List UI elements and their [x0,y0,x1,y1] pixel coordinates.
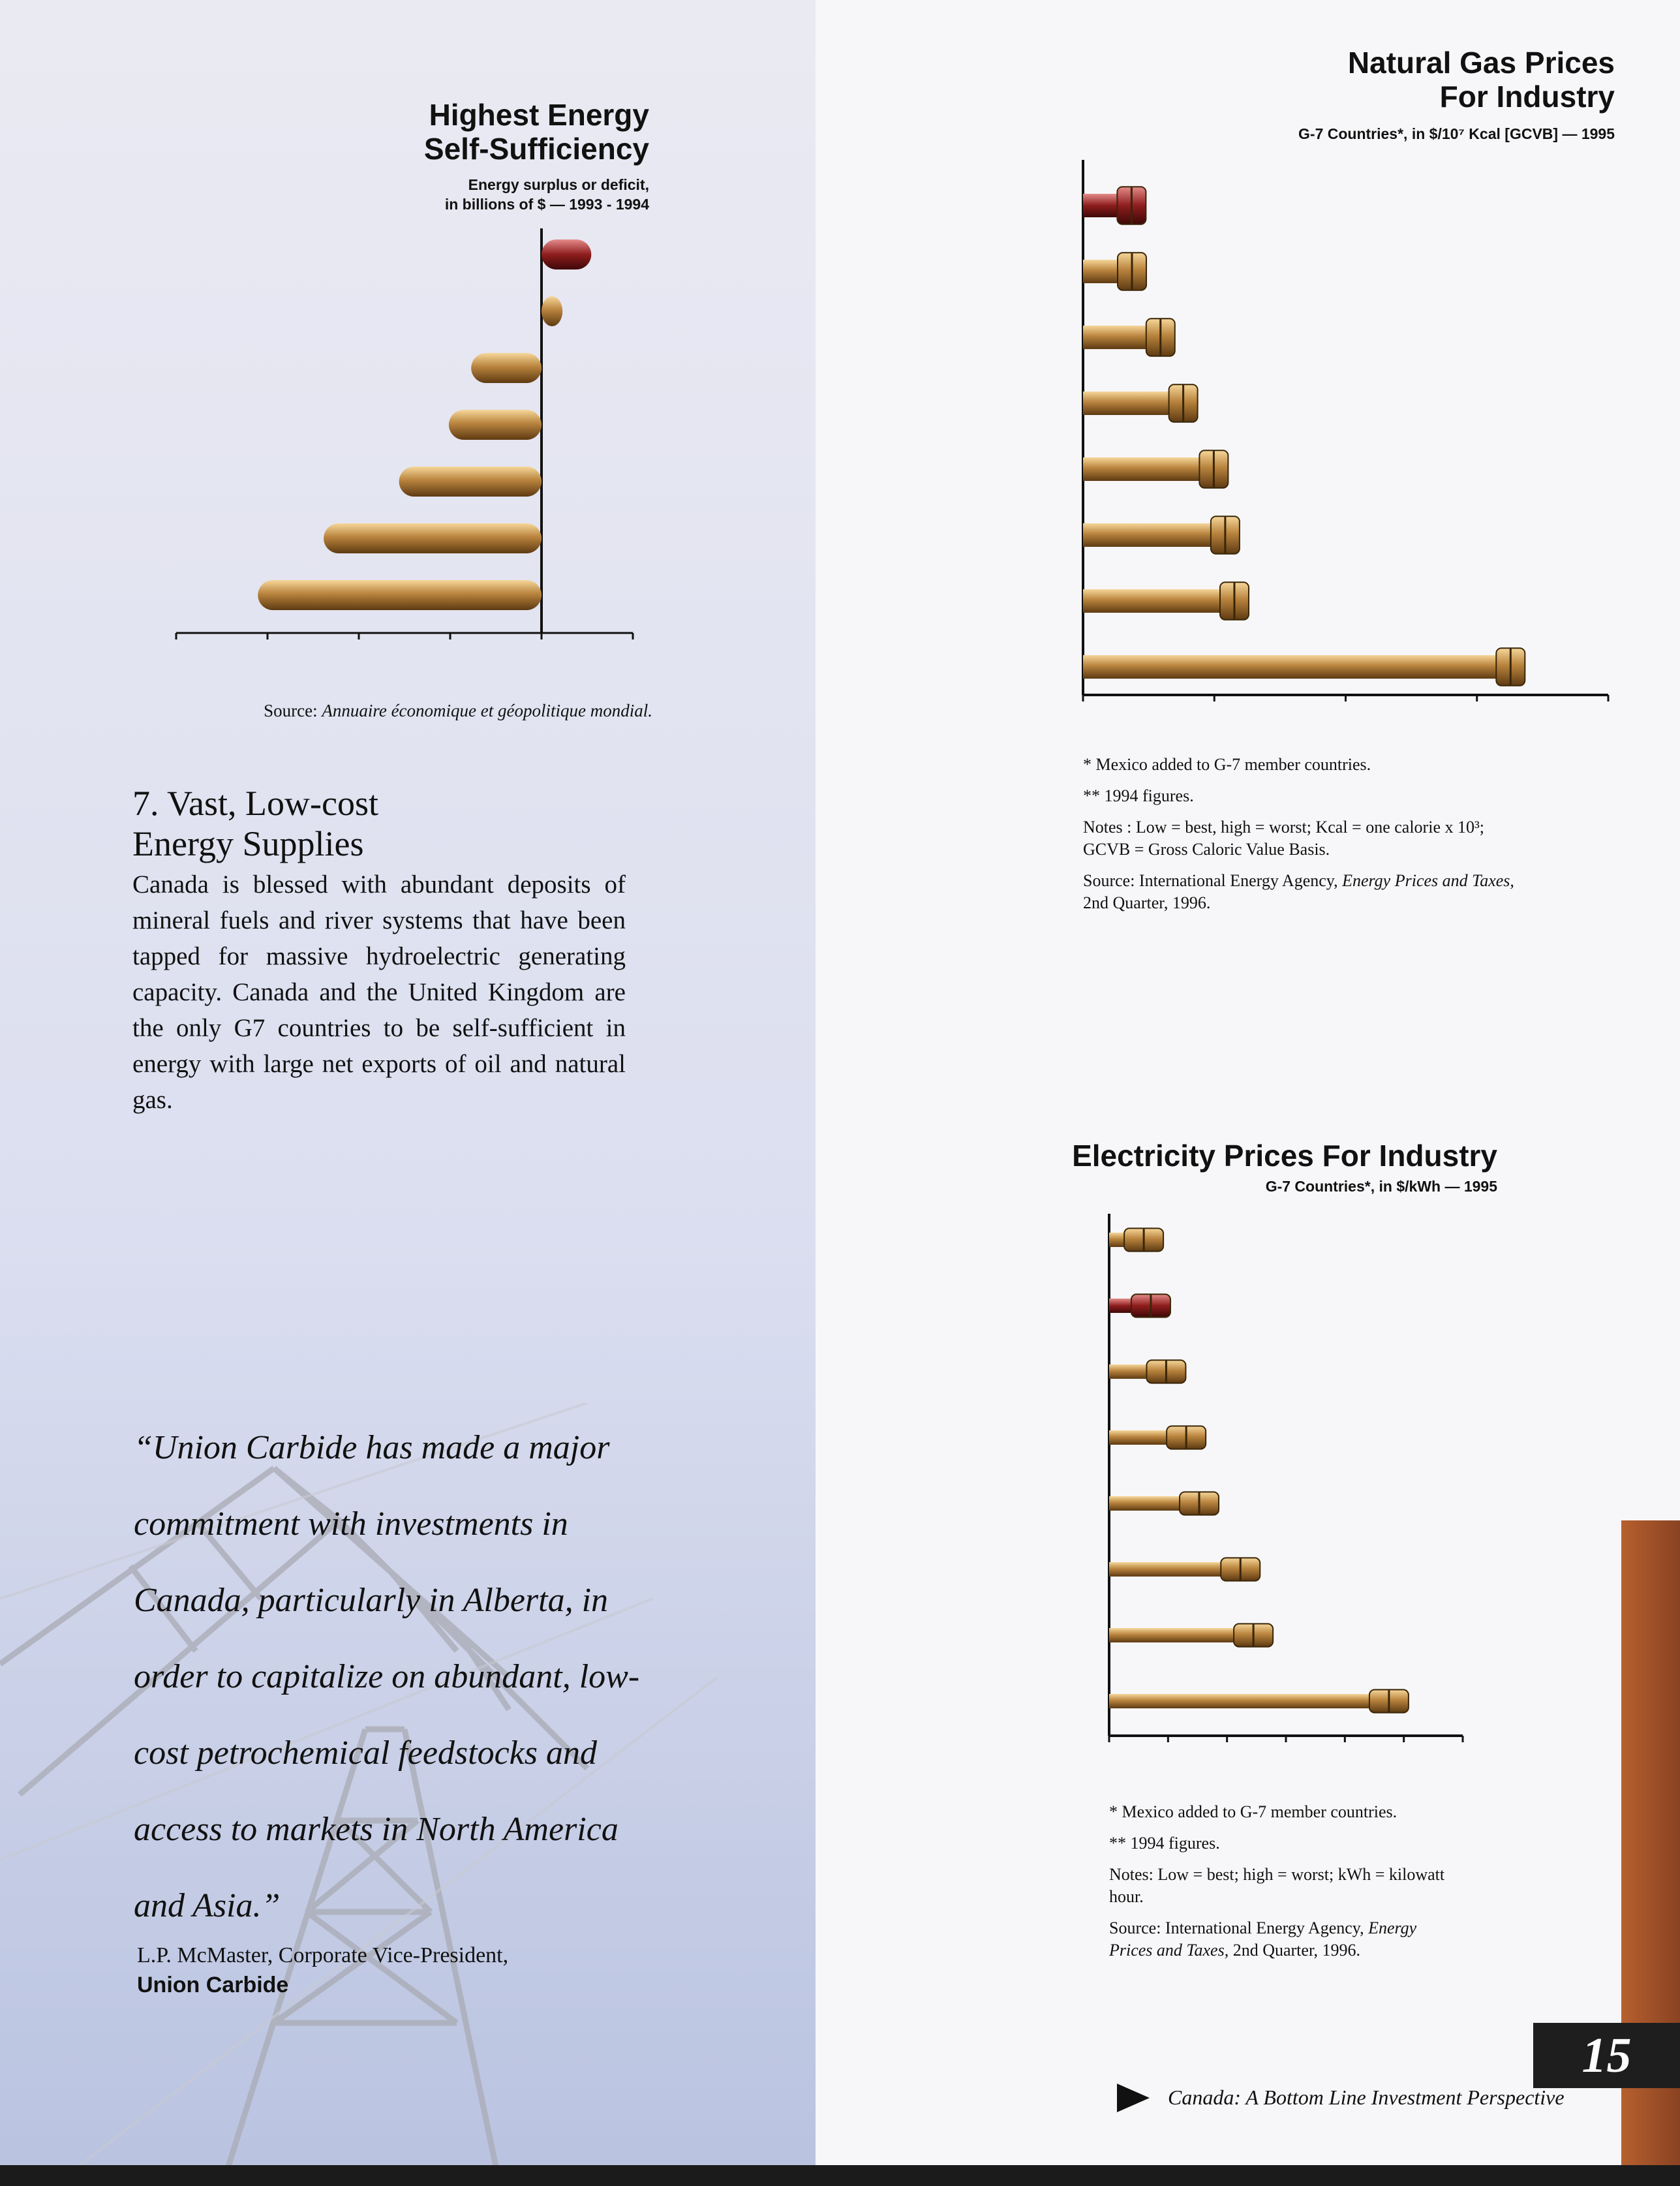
self-sufficiency-chart [0,215,685,692]
gas-prices-subtitle: G-7 Countries*, in $/10⁷ Kcal [GCVB] — 1995 [1298,125,1615,142]
elec-source: Source: International Energy Agency, Energy Prices and Taxes, 2nd Quarter, 1996. [1109,1918,1417,1960]
electricity-notes [1109,1801,1488,1962]
self-bar-canada [542,239,591,269]
self-bar-united-states [258,580,542,610]
bottom-band [0,2165,1680,2186]
bar-japan [1109,1694,1409,1708]
gas-note-mexico: * Mexico added to G-7 member countries. [1083,755,1371,774]
self-sufficiency-source: Source: Annuaire économique et géopolitique mondial. [264,701,652,720]
elec-note-definitions: Notes: Low = best; high = worst; kWh = kilowatt hour. [1109,1865,1445,1906]
gas-prices-title: Natural Gas Prices For Industry [1347,46,1615,114]
section-heading: 7. Vast, Low-cost Energy Supplies [132,784,378,863]
electricity-prices-chart [816,1201,1533,1788]
gas-source: Source: International Energy Agency, Energy Prices and Taxes, 2nd Quarter, 1996. [1083,871,1514,912]
pull-quote: “Union Carbide has made a major commitment with investments in Canada, particularly in Alberta, in order to capitalize on abundant, low-cost petrochemical feedstocks and access to markets in North America and Asia.” [134,1429,640,1924]
self-bar-italy [471,353,542,383]
self-sufficiency-subtitle: Energy surplus or deficit, in billions of $ — 1993 - 1994 [444,176,649,213]
quote-attribution: L.P. McMaster, Corporate Vice-President, [137,1943,509,1967]
self-bar-france [449,410,542,440]
self-bar-united-kingdom [542,296,562,326]
self-bar-japan [324,523,542,553]
bar-japan [1083,655,1525,679]
article-body: Canada is blessed with abundant deposits of mineral fuels and river systems that have been tapped for massive hydroelectric generating capacity. Canada and the United Kingdom are the only G7 countries to be self-sufficient in energy with large net exports of oil and natural gas. [132,870,626,1114]
gas-note-definitions: Notes : Low = best, high = worst; Kcal = one calorie x 10³; GCVB = Gross Caloric Value Basis. [1083,818,1484,859]
gas-prices-chart [816,157,1664,731]
gas-note-1994: ** 1994 figures. [1083,786,1194,805]
elec-note-mexico: * Mexico added to G-7 member countries. [1109,1802,1397,1821]
footer-tagline: Canada: A Bottom Line Investment Perspective [1168,2086,1565,2109]
self-bar-germany [399,467,542,497]
gas-prices-notes [1083,754,1618,914]
elec-note-1994: ** 1994 figures. [1109,1834,1220,1853]
electricity-prices-title: Electricity Prices For Industry [1072,1139,1497,1173]
electricity-prices-subtitle: G-7 Countries*, in $/kWh — 1995 [1265,1178,1497,1195]
page-number: 15 [1533,2023,1680,2088]
play-triangle-icon [1117,2084,1150,2112]
quote-company: Union Carbide [137,1973,289,1997]
self-sufficiency-title: Highest Energy Self-Sufficiency [423,98,649,166]
